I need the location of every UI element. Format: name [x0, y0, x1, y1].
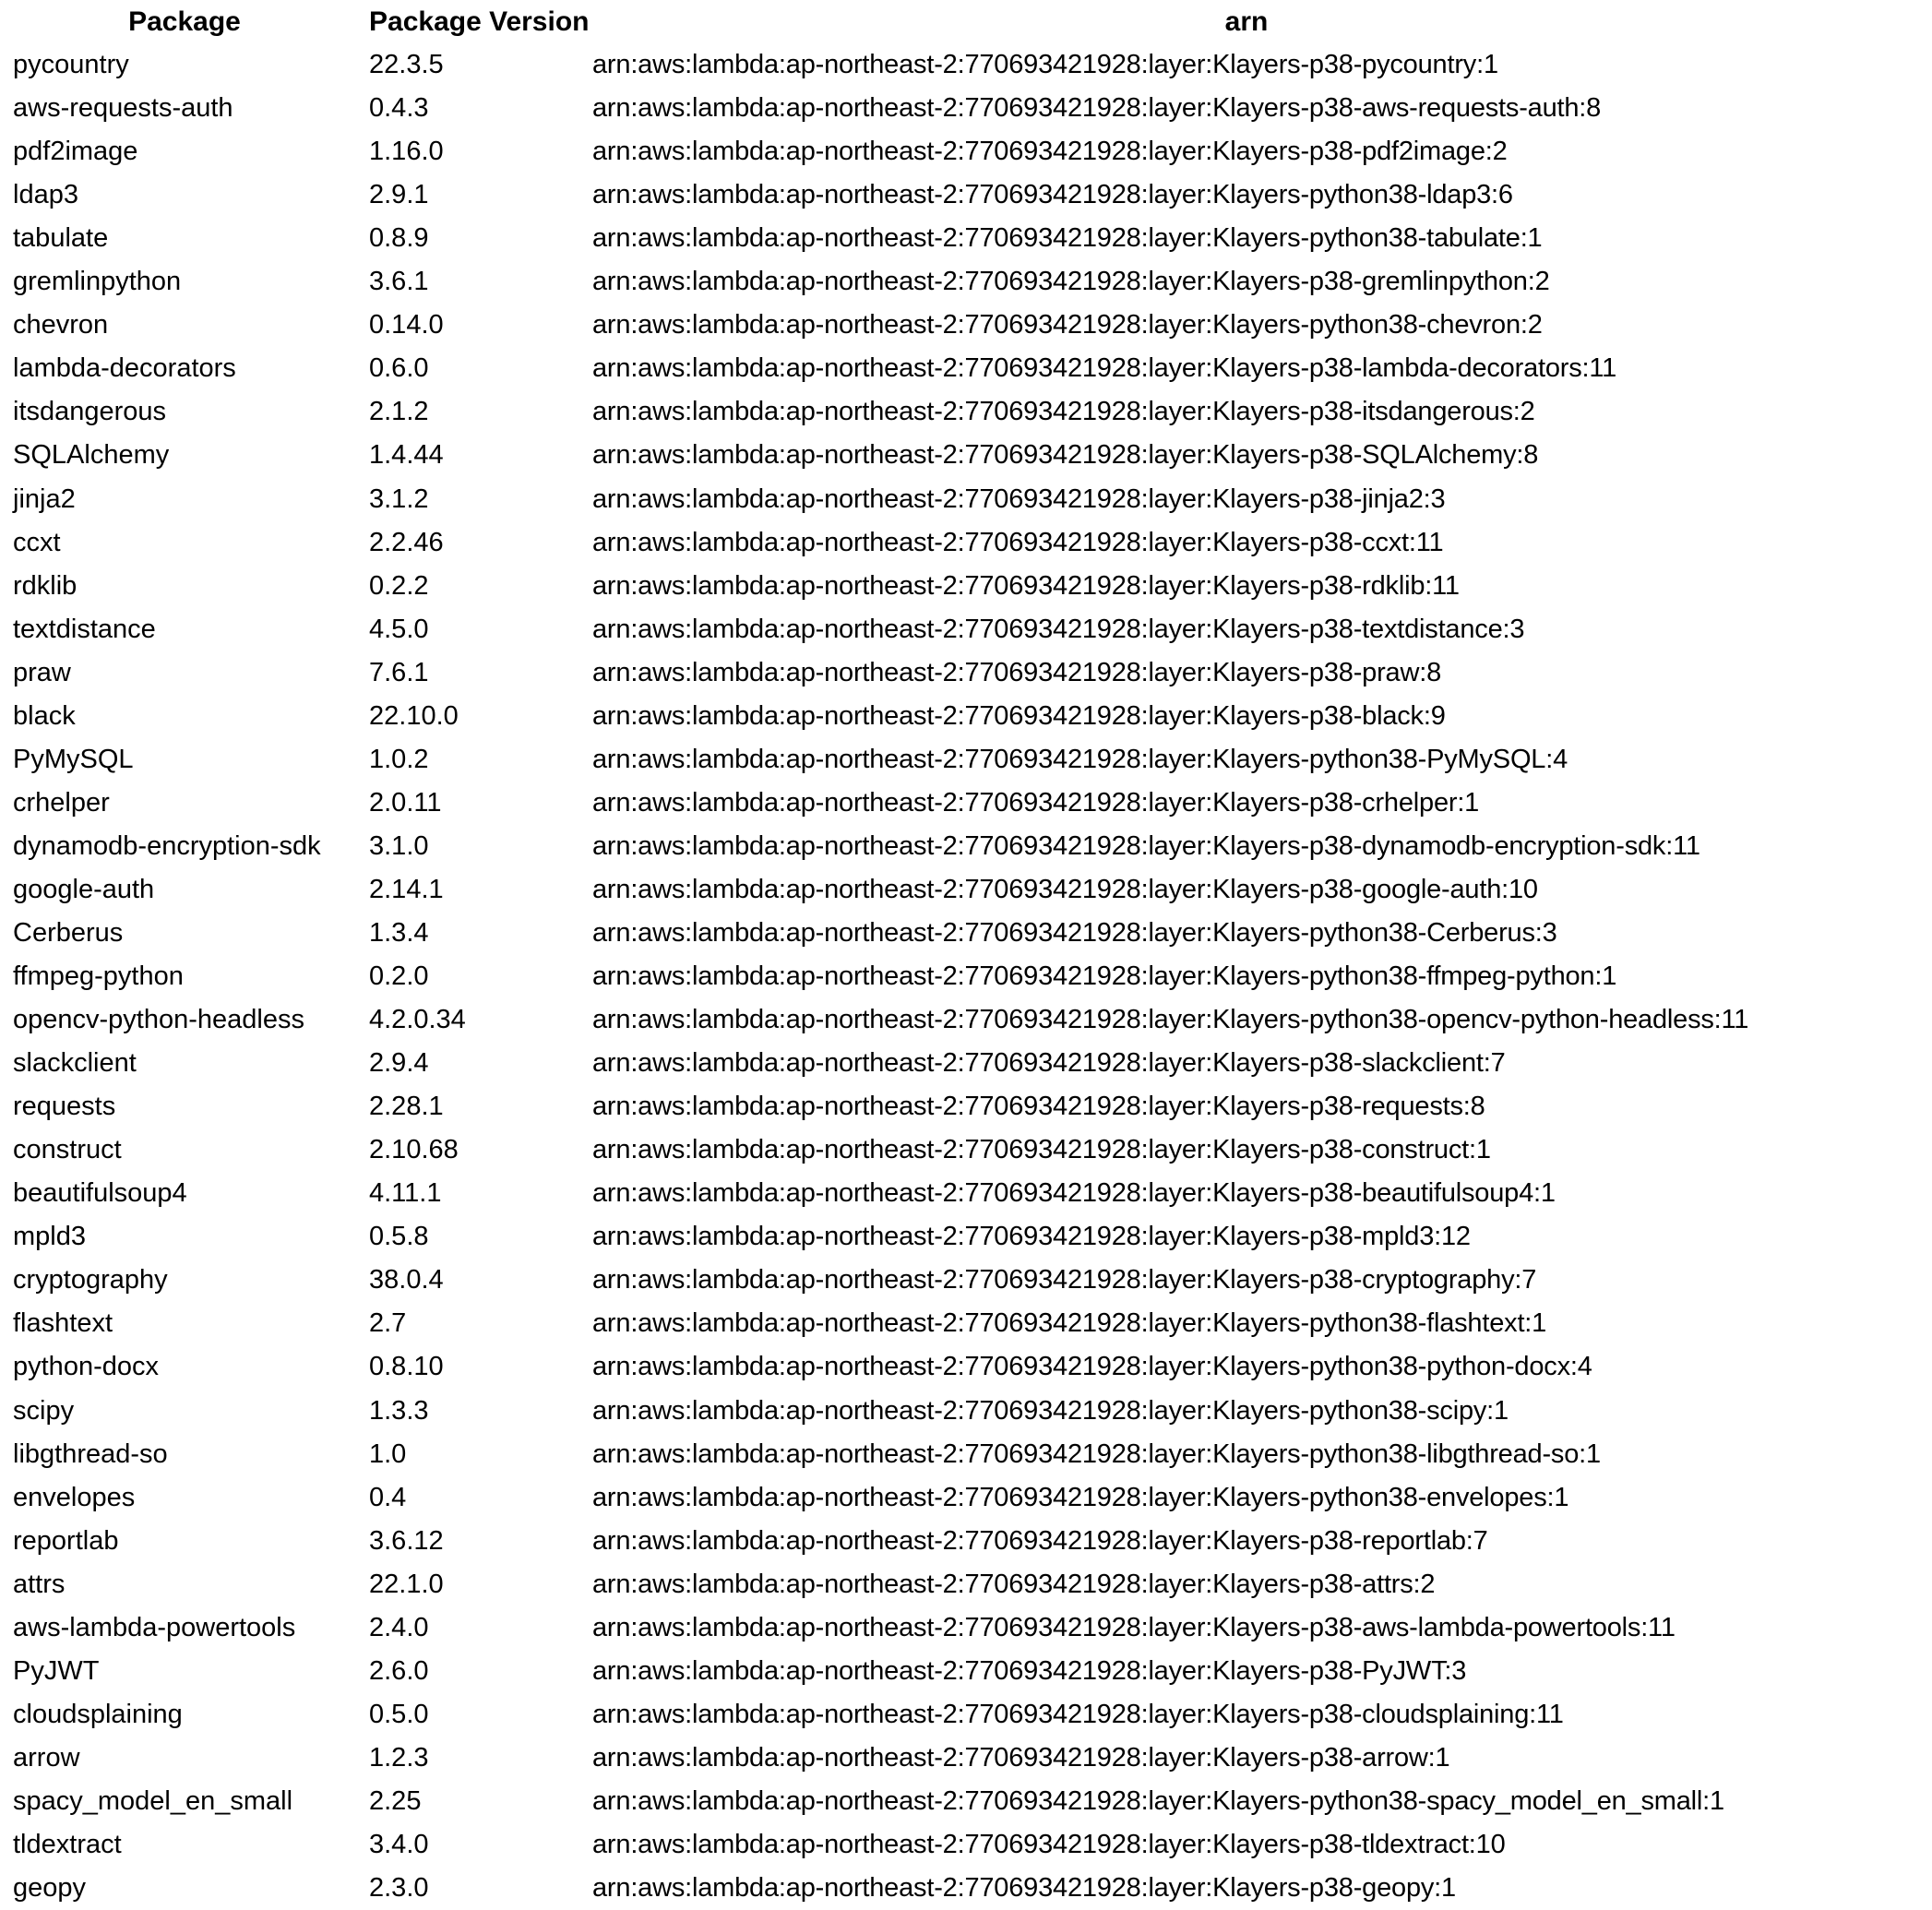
table-row — [0, 825, 1901, 868]
package-cell: google-auth — [13, 874, 155, 904]
version-cell: 0.4 — [369, 1482, 407, 1512]
package-cell: mpld3 — [13, 1222, 86, 1252]
table-row — [0, 912, 1901, 955]
table-body — [0, 43, 1901, 1910]
package-cell: gremlinpython — [13, 267, 182, 297]
arn-cell: arn:aws:lambda:ap-northeast-2:770693421928:layer:Klayers-p38-cryptography:7 — [592, 1265, 1537, 1295]
header-package-version: Package Version — [369, 6, 590, 38]
version-cell: 22.3.5 — [369, 50, 444, 80]
package-cell: aws-lambda-powertools — [13, 1612, 296, 1642]
version-cell: 3.4.0 — [369, 1829, 429, 1859]
package-cell: spacy_model_en_small — [13, 1785, 293, 1816]
package-cell: aws-requests-auth — [13, 93, 233, 124]
table-row — [0, 1345, 1901, 1389]
version-cell: 2.2.46 — [369, 527, 444, 557]
version-cell: 4.11.1 — [369, 1178, 442, 1209]
arn-cell: arn:aws:lambda:ap-northeast-2:770693421928:layer:Klayers-p38-slackclient:7 — [592, 1048, 1506, 1079]
version-cell: 3.1.2 — [369, 483, 429, 514]
version-cell: 1.3.4 — [369, 918, 429, 948]
table-row — [0, 1823, 1901, 1867]
package-cell: slackclient — [13, 1048, 137, 1079]
package-cell: jinja2 — [13, 483, 76, 514]
version-cell: 3.1.0 — [369, 830, 429, 861]
version-cell: 2.0.11 — [369, 787, 442, 818]
arn-cell: arn:aws:lambda:ap-northeast-2:770693421928:layer:Klayers-python38-flashtext:1 — [592, 1308, 1547, 1339]
version-cell: 2.9.4 — [369, 1048, 429, 1079]
package-cell: flashtext — [13, 1308, 113, 1339]
arn-cell: arn:aws:lambda:ap-northeast-2:770693421928:layer:Klayers-p38-geopy:1 — [592, 1873, 1456, 1904]
arn-cell: arn:aws:lambda:ap-northeast-2:770693421928:layer:Klayers-python38-ffmpeg-python:1 — [592, 961, 1617, 992]
table-row — [0, 738, 1901, 782]
package-cell: tabulate — [13, 223, 109, 254]
arn-cell: arn:aws:lambda:ap-northeast-2:770693421928:layer:Klayers-python38-scipy:1 — [592, 1395, 1509, 1426]
table-row — [0, 347, 1901, 390]
arn-cell: arn:aws:lambda:ap-northeast-2:770693421928:layer:Klayers-python38-Cerberus:3 — [592, 918, 1557, 948]
arn-cell: arn:aws:lambda:ap-northeast-2:770693421928:layer:Klayers-p38-google-auth:10 — [592, 874, 1538, 904]
table-header — [0, 0, 1901, 43]
table-row — [0, 1737, 1901, 1780]
arn-cell: arn:aws:lambda:ap-northeast-2:770693421928:layer:Klayers-p38-tldextract:10 — [592, 1829, 1506, 1859]
table-row — [0, 1259, 1901, 1302]
arn-cell: arn:aws:lambda:ap-northeast-2:770693421928:layer:Klayers-python38-opencv-python-headless:11 — [592, 1005, 1749, 1035]
table-row — [0, 1606, 1901, 1650]
version-cell: 3.6.1 — [369, 267, 429, 297]
arn-cell: arn:aws:lambda:ap-northeast-2:770693421928:layer:Klayers-python38-spacy_model_en_small:1 — [592, 1785, 1724, 1816]
arn-cell: arn:aws:lambda:ap-northeast-2:770693421928:layer:Klayers-p38-jinja2:3 — [592, 483, 1446, 514]
version-cell: 2.25 — [369, 1785, 422, 1816]
package-cell: construct — [13, 1135, 122, 1165]
table-row — [0, 1520, 1901, 1563]
version-cell: 2.28.1 — [369, 1092, 444, 1122]
arn-cell: arn:aws:lambda:ap-northeast-2:770693421928:layer:Klayers-p38-cloudsplaining:11 — [592, 1699, 1564, 1729]
arn-cell: arn:aws:lambda:ap-northeast-2:770693421928:layer:Klayers-p38-pycountry:1 — [592, 50, 1498, 80]
package-cell: dynamodb-encryption-sdk — [13, 830, 321, 861]
package-cell: attrs — [13, 1569, 66, 1599]
table-row — [0, 695, 1901, 738]
table-row — [0, 390, 1901, 434]
package-cell: envelopes — [13, 1482, 136, 1512]
version-cell: 2.14.1 — [369, 874, 444, 904]
arn-cell: arn:aws:lambda:ap-northeast-2:770693421928:layer:Klayers-p38-PyJWT:3 — [592, 1655, 1467, 1686]
table-row — [0, 955, 1901, 998]
package-cell: pycountry — [13, 50, 129, 80]
arn-cell: arn:aws:lambda:ap-northeast-2:770693421928:layer:Klayers-p38-gremlinpython:2 — [592, 267, 1550, 297]
arn-cell: arn:aws:lambda:ap-northeast-2:770693421928:layer:Klayers-p38-SQLAlchemy:8 — [592, 440, 1539, 471]
header-package: Package — [128, 6, 241, 38]
table-row — [0, 521, 1901, 565]
table-row — [0, 1215, 1901, 1259]
table-row — [0, 217, 1901, 260]
package-cell: SQLAlchemy — [13, 440, 170, 471]
table-row — [0, 1128, 1901, 1172]
package-cell: chevron — [13, 310, 109, 340]
version-cell: 2.10.68 — [369, 1135, 459, 1165]
arn-cell: arn:aws:lambda:ap-northeast-2:770693421928:layer:Klayers-python38-PyMySQL:4 — [592, 744, 1568, 774]
version-cell: 0.6.0 — [369, 353, 429, 384]
arn-cell: arn:aws:lambda:ap-northeast-2:770693421928:layer:Klayers-p38-pdf2image:2 — [592, 137, 1508, 167]
package-cell: tldextract — [13, 1829, 122, 1859]
package-cell: Cerberus — [13, 918, 124, 948]
header-row — [0, 0, 1901, 43]
table-row — [0, 1650, 1901, 1693]
package-cell: beautifulsoup4 — [13, 1178, 187, 1209]
table-row — [0, 87, 1901, 130]
package-cell: black — [13, 700, 76, 731]
table-row — [0, 1390, 1901, 1433]
arn-cell: arn:aws:lambda:ap-northeast-2:770693421928:layer:Klayers-python38-tabulate:1 — [592, 223, 1543, 254]
version-cell: 2.4.0 — [369, 1612, 429, 1642]
table-row — [0, 1563, 1901, 1606]
package-cell: ffmpeg-python — [13, 961, 184, 992]
package-cell: ccxt — [13, 527, 61, 557]
version-cell: 1.16.0 — [369, 137, 444, 167]
arn-cell: arn:aws:lambda:ap-northeast-2:770693421928:layer:Klayers-p38-reportlab:7 — [592, 1525, 1488, 1556]
header-arn: arn — [1224, 6, 1269, 38]
package-cell: scipy — [13, 1395, 75, 1426]
table-row — [0, 1302, 1901, 1345]
version-cell: 2.9.1 — [369, 180, 429, 210]
table-row — [0, 434, 1901, 477]
package-cell: cryptography — [13, 1265, 168, 1295]
version-cell: 0.4.3 — [369, 93, 429, 124]
arn-cell: arn:aws:lambda:ap-northeast-2:770693421928:layer:Klayers-p38-attrs:2 — [592, 1569, 1436, 1599]
package-cell: rdklib — [13, 570, 78, 601]
arn-cell: arn:aws:lambda:ap-northeast-2:770693421928:layer:Klayers-p38-ccxt:11 — [592, 527, 1444, 557]
table-row — [0, 43, 1901, 87]
table-row — [0, 304, 1901, 347]
version-cell: 0.2.2 — [369, 570, 429, 601]
table-row — [0, 1433, 1901, 1476]
table-row — [0, 651, 1901, 695]
table-row — [0, 1867, 1901, 1910]
package-cell: cloudsplaining — [13, 1699, 183, 1729]
table-row — [0, 565, 1901, 608]
version-cell: 4.2.0.34 — [369, 1005, 466, 1035]
table-row — [0, 1085, 1901, 1128]
table-row — [0, 1042, 1901, 1085]
version-cell: 3.6.12 — [369, 1525, 444, 1556]
package-cell: lambda-decorators — [13, 353, 236, 384]
arn-cell: arn:aws:lambda:ap-northeast-2:770693421928:layer:Klayers-p38-black:9 — [592, 700, 1446, 731]
arn-cell: arn:aws:lambda:ap-northeast-2:770693421928:layer:Klayers-p38-mpld3:12 — [592, 1222, 1471, 1252]
version-cell: 1.2.3 — [369, 1742, 429, 1773]
arn-cell: arn:aws:lambda:ap-northeast-2:770693421928:layer:Klayers-python38-python-docx:4 — [592, 1352, 1592, 1382]
version-cell: 22.1.0 — [369, 1569, 444, 1599]
table-row — [0, 130, 1901, 173]
package-cell: praw — [13, 657, 71, 687]
version-cell: 7.6.1 — [369, 657, 429, 687]
arn-cell: arn:aws:lambda:ap-northeast-2:770693421928:layer:Klayers-p38-requests:8 — [592, 1092, 1485, 1122]
version-cell: 2.7 — [369, 1308, 407, 1339]
table-row — [0, 1693, 1901, 1737]
version-cell: 0.14.0 — [369, 310, 444, 340]
version-cell: 1.4.44 — [369, 440, 444, 471]
arn-cell: arn:aws:lambda:ap-northeast-2:770693421928:layer:Klayers-p38-aws-lambda-powertools:11 — [592, 1612, 1676, 1642]
version-cell: 0.8.9 — [369, 223, 429, 254]
arn-cell: arn:aws:lambda:ap-northeast-2:770693421928:layer:Klayers-p38-dynamodb-encryption-sdk:11 — [592, 830, 1700, 861]
arn-cell: arn:aws:lambda:ap-northeast-2:770693421928:layer:Klayers-p38-itsdangerous:2 — [592, 397, 1535, 427]
package-cell: python-docx — [13, 1352, 159, 1382]
table-row — [0, 868, 1901, 912]
arn-cell: arn:aws:lambda:ap-northeast-2:770693421928:layer:Klayers-python38-libgthread-so:1 — [592, 1438, 1601, 1469]
arn-cell: arn:aws:lambda:ap-northeast-2:770693421928:layer:Klayers-p38-lambda-decorators:11 — [592, 353, 1617, 384]
version-cell: 4.5.0 — [369, 614, 429, 644]
table-row — [0, 173, 1901, 217]
arn-cell: arn:aws:lambda:ap-northeast-2:770693421928:layer:Klayers-python38-chevron:2 — [592, 310, 1543, 340]
version-cell: 0.5.0 — [369, 1699, 429, 1729]
arn-cell: arn:aws:lambda:ap-northeast-2:770693421928:layer:Klayers-python38-ldap3:6 — [592, 180, 1513, 210]
package-cell: PyJWT — [13, 1655, 100, 1686]
version-cell: 22.10.0 — [369, 700, 459, 731]
arn-cell: arn:aws:lambda:ap-northeast-2:770693421928:layer:Klayers-p38-arrow:1 — [592, 1742, 1450, 1773]
table-row — [0, 1780, 1901, 1823]
table-row — [0, 478, 1901, 521]
table-row — [0, 782, 1901, 825]
version-cell: 0.2.0 — [369, 961, 429, 992]
package-cell: libgthread-so — [13, 1438, 168, 1469]
table-row — [0, 260, 1901, 304]
version-cell: 2.3.0 — [369, 1873, 429, 1904]
package-cell: textdistance — [13, 614, 156, 644]
package-cell: pdf2image — [13, 137, 138, 167]
arn-cell: arn:aws:lambda:ap-northeast-2:770693421928:layer:Klayers-p38-construct:1 — [592, 1135, 1491, 1165]
package-cell: requests — [13, 1092, 116, 1122]
package-cell: reportlab — [13, 1525, 119, 1556]
version-cell: 0.8.10 — [369, 1352, 444, 1382]
package-cell: itsdangerous — [13, 397, 167, 427]
version-cell: 2.1.2 — [369, 397, 429, 427]
table-row — [0, 608, 1901, 651]
package-cell: ldap3 — [13, 180, 78, 210]
package-cell: PyMySQL — [13, 744, 134, 774]
arn-cell: arn:aws:lambda:ap-northeast-2:770693421928:layer:Klayers-p38-crhelper:1 — [592, 787, 1480, 818]
table-row — [0, 1172, 1901, 1215]
package-cell: crhelper — [13, 787, 110, 818]
version-cell: 1.0.2 — [369, 744, 429, 774]
package-cell: opencv-python-headless — [13, 1005, 304, 1035]
version-cell: 1.3.3 — [369, 1395, 429, 1426]
table-row — [0, 1476, 1901, 1520]
table-row — [0, 998, 1901, 1042]
package-cell: geopy — [13, 1873, 87, 1904]
package-cell: arrow — [13, 1742, 80, 1773]
arn-cell: arn:aws:lambda:ap-northeast-2:770693421928:layer:Klayers-p38-praw:8 — [592, 657, 1441, 687]
version-cell: 2.6.0 — [369, 1655, 429, 1686]
arn-cell: arn:aws:lambda:ap-northeast-2:770693421928:layer:Klayers-p38-aws-requests-auth:8 — [592, 93, 1602, 124]
arn-cell: arn:aws:lambda:ap-northeast-2:770693421928:layer:Klayers-p38-rdklib:11 — [592, 570, 1460, 601]
version-cell: 1.0 — [369, 1438, 407, 1469]
arn-cell: arn:aws:lambda:ap-northeast-2:770693421928:layer:Klayers-python38-envelopes:1 — [592, 1482, 1569, 1512]
arn-cell: arn:aws:lambda:ap-northeast-2:770693421928:layer:Klayers-p38-beautifulsoup4:1 — [592, 1178, 1556, 1209]
version-cell: 0.5.8 — [369, 1222, 429, 1252]
arn-cell: arn:aws:lambda:ap-northeast-2:770693421928:layer:Klayers-p38-textdistance:3 — [592, 614, 1525, 644]
version-cell: 38.0.4 — [369, 1265, 444, 1295]
